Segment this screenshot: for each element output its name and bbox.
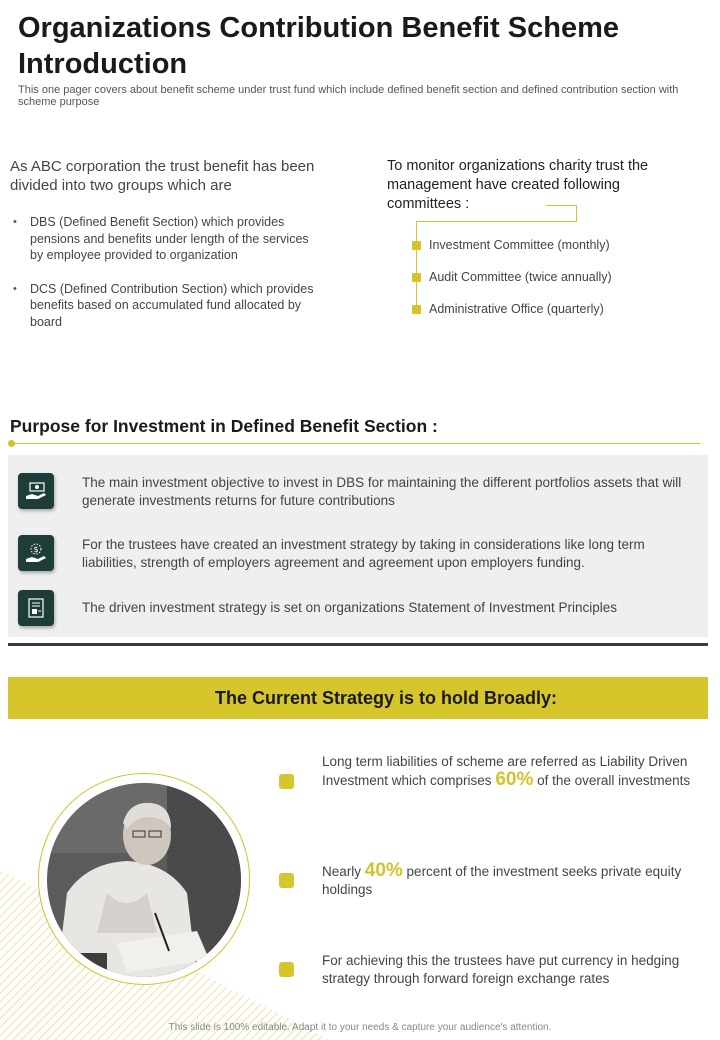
bullet-dot xyxy=(412,273,421,282)
strategy-banner-text: The Current Strategy is to hold Broadly: xyxy=(214,687,558,708)
list-item: • DBS (Defined Benefit Section) which provides pensions and benefits under length of the services by employee provided to organization xyxy=(10,214,320,264)
bullet-dot xyxy=(412,305,421,314)
dollar-hand-icon xyxy=(18,535,54,571)
committee-label: Administrative Office (quarterly) xyxy=(429,302,604,316)
benefit-groups-intro: As ABC corporation the trust benefit has been divided into two groups which are xyxy=(10,158,315,194)
strategy-point: Nearly 40% percent of the investment seeks private equity holdings xyxy=(322,860,682,897)
purpose-panel xyxy=(8,455,708,637)
committee-label: Investment Committee (monthly) xyxy=(429,238,610,252)
strategy-point: For achieving this the trustees have put currency in hedging strategy through forward foreign exchange rates xyxy=(322,953,680,986)
purpose-heading: Purpose for Investment in Defined Benefit Section : xyxy=(10,416,438,436)
bullet-square xyxy=(279,962,294,977)
committee-label: Audit Committee (twice annually) xyxy=(429,270,612,284)
money-hand-icon xyxy=(18,473,54,509)
connector-line xyxy=(546,205,577,206)
committee-item xyxy=(412,301,604,317)
page-title: Organizations Contribution Benefit Scheme Introduction xyxy=(18,12,619,80)
benefit-groups-list xyxy=(10,214,320,347)
purpose-text: The main investment objective to invest in DBS for maintaining the different portfolios assets that will generate investments returns for future contributions xyxy=(82,475,682,508)
percentage-value: 40% xyxy=(364,860,403,881)
committees-intro: To monitor organizations charity trust the management have created following committees : xyxy=(387,158,649,212)
connector-line xyxy=(416,221,577,222)
strategy-point: Long term liabilities of scheme are referred as Liability Driven Investment which comprises 60% of the overall investments xyxy=(322,754,691,790)
bullet-square xyxy=(279,873,294,888)
committee-item xyxy=(412,237,610,253)
committee-item xyxy=(412,269,612,285)
svg-text:$: $ xyxy=(33,545,39,554)
heading-dot xyxy=(8,440,15,447)
percentage-value: 60% xyxy=(495,769,534,790)
heading-underline xyxy=(10,443,700,444)
bullet-square xyxy=(279,774,294,789)
connector-line xyxy=(576,205,577,222)
footer-note: This slide is 100% editable. Adapt it to your needs & capture your audience's attention. xyxy=(168,1022,552,1033)
woman-writing-photo xyxy=(47,783,241,977)
purpose-text: For the trustees have created an investment strategy by taking in considerations like long term liabilities, strength of employers agreement and agreement upon employers funding. xyxy=(82,537,645,570)
bullet-dot xyxy=(412,241,421,250)
purpose-text: The driven investment strategy is set on organizations Statement of Investment Principles xyxy=(82,600,618,615)
list-item: • DCS (Defined Contribution Section) which provides benefits based on accumulated fund allocated by board xyxy=(10,281,320,331)
connector-line xyxy=(416,221,417,311)
section-divider xyxy=(8,643,708,646)
document-icon xyxy=(18,590,54,626)
page-subtitle: This one pager covers about benefit scheme under trust fund which include defined benefit section and defined contribution section with scheme purpose xyxy=(18,84,679,108)
strategy-banner xyxy=(8,677,708,719)
